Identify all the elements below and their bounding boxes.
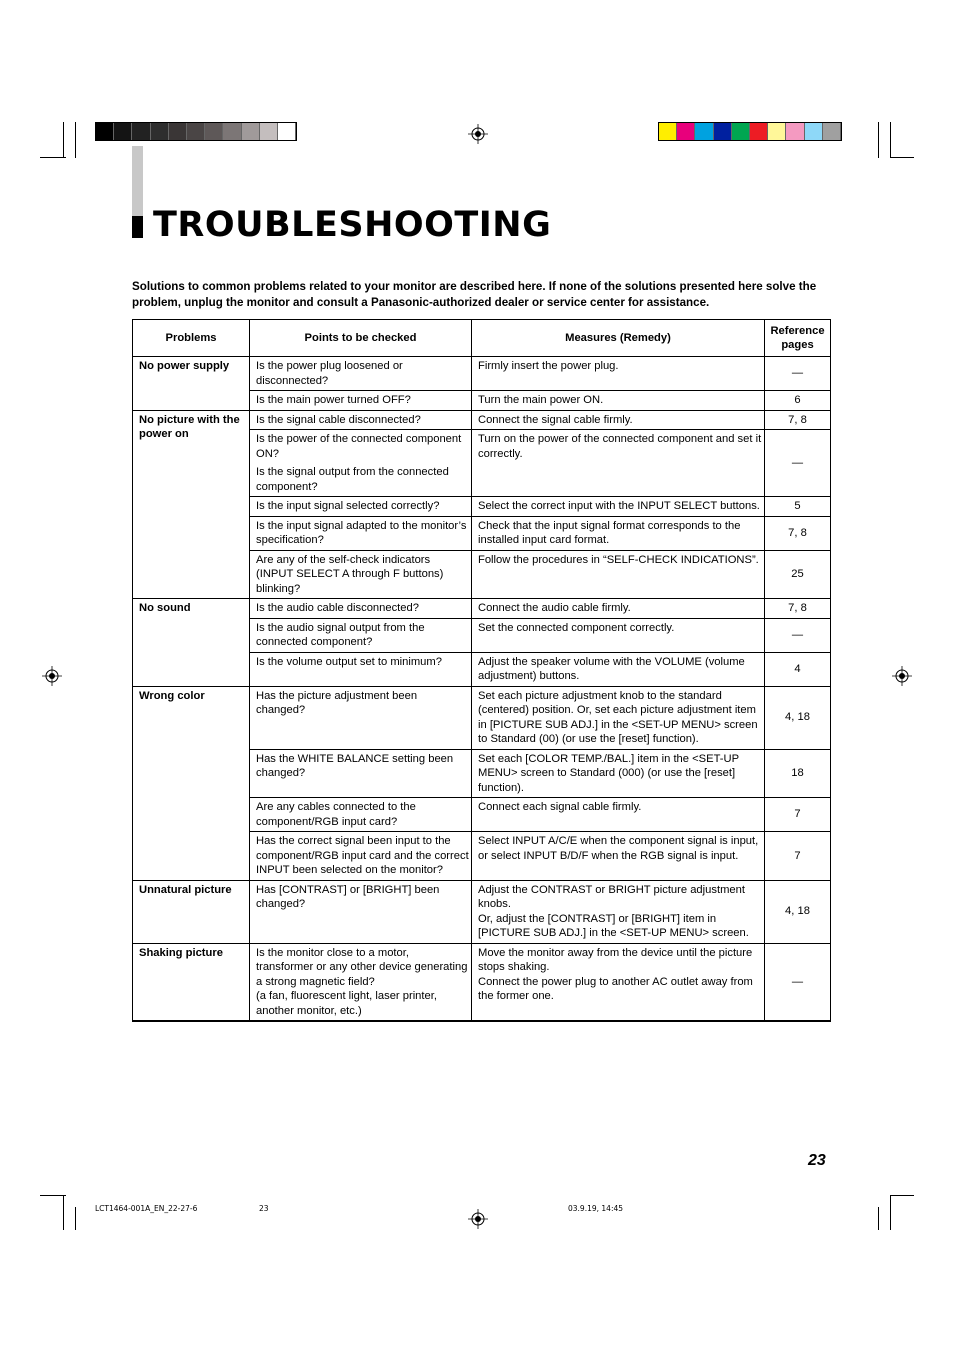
color-swatch [786,123,804,140]
reference-cell: — [765,943,831,1021]
footer-date: 03.9.19, 14:45 [568,1204,624,1213]
problem-cell: Unnatural picture [133,880,250,943]
measure-cell [472,880,765,943]
point-cell: Are any of the self-check indicators (INPUT SELECT A through F buttons) blinking? [250,550,472,599]
crop-mark [890,1195,914,1196]
footer-page: 23 [259,1204,269,1213]
measure-cell: Firmly insert the power plug. [472,357,765,391]
header-points: Points to be checked [250,320,472,357]
crop-mark [63,122,64,158]
color-swatch [805,123,823,140]
table-row [133,880,831,943]
registration-mark-icon [468,124,488,144]
point-cell: Is the power plug loosened or disconnected? [250,357,472,391]
measure-cell: Follow the procedures in “SELF-CHECK INDICATIONS”. [472,550,765,599]
point-text: Is the power of the connected component ON? [256,433,462,460]
point-text: Is the signal output from the connected component? [256,466,449,493]
point-cell: Are any cables connected to the component/RGB input card? [250,798,472,832]
color-swatch [260,123,278,140]
point-cell: Is the volume output set to minimum? [250,652,472,686]
color-swatch [714,123,732,140]
reference-cell: 25 [765,550,831,599]
footer-file-name: LCT1464-001A_EN_22-27-6 [95,1204,198,1213]
color-swatch [205,123,223,140]
point-cell: Is the signal cable disconnected? [250,410,472,430]
reference-cell: — [765,357,831,391]
point-cell: Has [CONTRAST] or [BRIGHT] been changed? [250,880,472,943]
crop-mark [890,122,891,158]
measure-cell: Check that the input signal format corresponds to the installed input card format. [472,516,765,550]
table-row [133,410,831,430]
point-cell: Has the correct signal been input to the component/RGB input card and the correct INPUT been selected on the monitor? [250,832,472,881]
measure-cell: Connect the audio cable firmly. [472,599,765,619]
color-swatch [677,123,695,140]
point-cell: Is the input signal selected correctly? [250,497,472,517]
measure-text: Or, adjust the [CONTRAST] or [BRIGHT] item in [PICTURE SUB ADJ.] in the <SET-UP MENU> screen. [478,912,749,939]
crop-mark [75,1207,76,1230]
title-marker [132,216,143,238]
problem-cell: No picture with the power on [133,410,250,599]
color-swatch [732,123,750,140]
color-swatch [750,123,768,140]
point-text: Is the monitor close to a motor, transformer or any other device generating a strong magnetic field? [256,946,468,988]
reference-cell: 6 [765,391,831,411]
registration-mark-icon [892,666,912,686]
reference-cell: 5 [765,497,831,517]
reference-cell: 7, 8 [765,410,831,430]
color-swatch [132,123,150,140]
page-number: 23 [808,1152,826,1169]
point-cell: Is the audio cable disconnected? [250,599,472,619]
crop-mark [63,1196,64,1230]
point-cell: Has the picture adjustment been changed? [250,686,472,749]
color-swatch [114,123,132,140]
table-header-row [133,320,831,357]
title-accent-bar [132,146,143,216]
reference-cell: 4, 18 [765,880,831,943]
point-cell: Is the input signal adapted to the monitor’s specification? [250,516,472,550]
registration-mark-icon [42,666,62,686]
reference-cell: — [765,618,831,652]
point-cell: Has the WHITE BALANCE setting been changed? [250,749,472,798]
measure-cell: Select INPUT A/C/E when the component signal is input, or select INPUT B/D/F when the RGB signal is input. [472,832,765,881]
point-cell [250,943,472,1021]
measure-cell: Set the connected component correctly. [472,618,765,652]
problem-cell: No sound [133,599,250,687]
color-swatch [151,123,169,140]
reference-cell: 4 [765,652,831,686]
color-swatch [695,123,713,140]
header-measures: Measures (Remedy) [472,320,765,357]
reference-cell: 4, 18 [765,686,831,749]
crop-mark [878,122,879,158]
measure-cell: Select the correct input with the INPUT SELECT buttons. [472,497,765,517]
measure-text: Adjust the CONTRAST or BRIGHT picture adjustment knobs. [478,883,745,910]
measure-cell: Connect each signal cable firmly. [472,798,765,832]
table-row [133,943,831,1021]
measure-text: Move the monitor away from the device until the picture stops shaking. [478,946,753,973]
intro-text: Solutions to common problems related to your monitor are described here. If none of the solutions presented here solve the problem, unplug the monitor and consult a Panasonic-authorized dealer or service center for assistance. [132,280,817,309]
crop-mark [878,1207,879,1230]
reference-cell: 7 [765,832,831,881]
crop-mark [890,157,914,158]
measure-cell: Connect the signal cable firmly. [472,410,765,430]
color-swatch [96,123,114,140]
measure-cell [472,943,765,1021]
measure-cell: Turn on the power of the connected component and set it correctly. [472,430,765,497]
reference-cell: 7 [765,798,831,832]
measure-cell: Set each [COLOR TEMP./BAL.] item in the <SET-UP MENU> screen to Standard (000) (or use the [reset] function). [472,749,765,798]
color-swatch [242,123,260,140]
problem-cell: Shaking picture [133,943,250,1021]
color-swatch [659,123,677,140]
reference-cell: 7, 8 [765,516,831,550]
point-cell: Is the audio signal output from the connected component? [250,618,472,652]
troubleshooting-table [132,319,831,1022]
reference-cell: 7, 8 [765,599,831,619]
problem-cell: Wrong color [133,686,250,880]
header-problems: Problems [133,320,250,357]
measure-cell: Adjust the speaker volume with the VOLUME (volume adjustment) buttons. [472,652,765,686]
reference-cell: 18 [765,749,831,798]
registration-mark-icon [468,1209,488,1229]
table-row [133,599,831,619]
point-cell: Is the main power turned OFF? [250,391,472,411]
color-bar [658,122,842,141]
color-swatch [223,123,241,140]
measure-cell: Turn the main power ON. [472,391,765,411]
reference-cell: — [765,430,831,497]
color-swatch [278,123,296,140]
problem-cell: No power supply [133,357,250,411]
crop-mark [75,122,76,158]
grayscale-bar [95,122,297,141]
measure-text: Connect the power plug to another AC outlet away from the former one. [478,975,753,1002]
color-swatch [768,123,786,140]
crop-mark [890,1196,891,1230]
color-swatch [169,123,187,140]
table-row [133,357,831,391]
point-cell [250,430,472,497]
page-title: TROUBLESHOOTING [153,205,552,245]
header-reference: Reference pages [765,320,831,357]
color-swatch [187,123,205,140]
table-row [133,686,831,749]
point-text: (a fan, fluorescent light, laser printer, another monitor, etc.) [256,990,437,1017]
measure-cell: Set each picture adjustment knob to the standard (centered) position. Or, set each picture adjustment item in [PICTURE SUB ADJ.] in the <SET-UP MENU> screen to Standard (00) (or use the [reset] function). [472,686,765,749]
color-swatch [823,123,841,140]
